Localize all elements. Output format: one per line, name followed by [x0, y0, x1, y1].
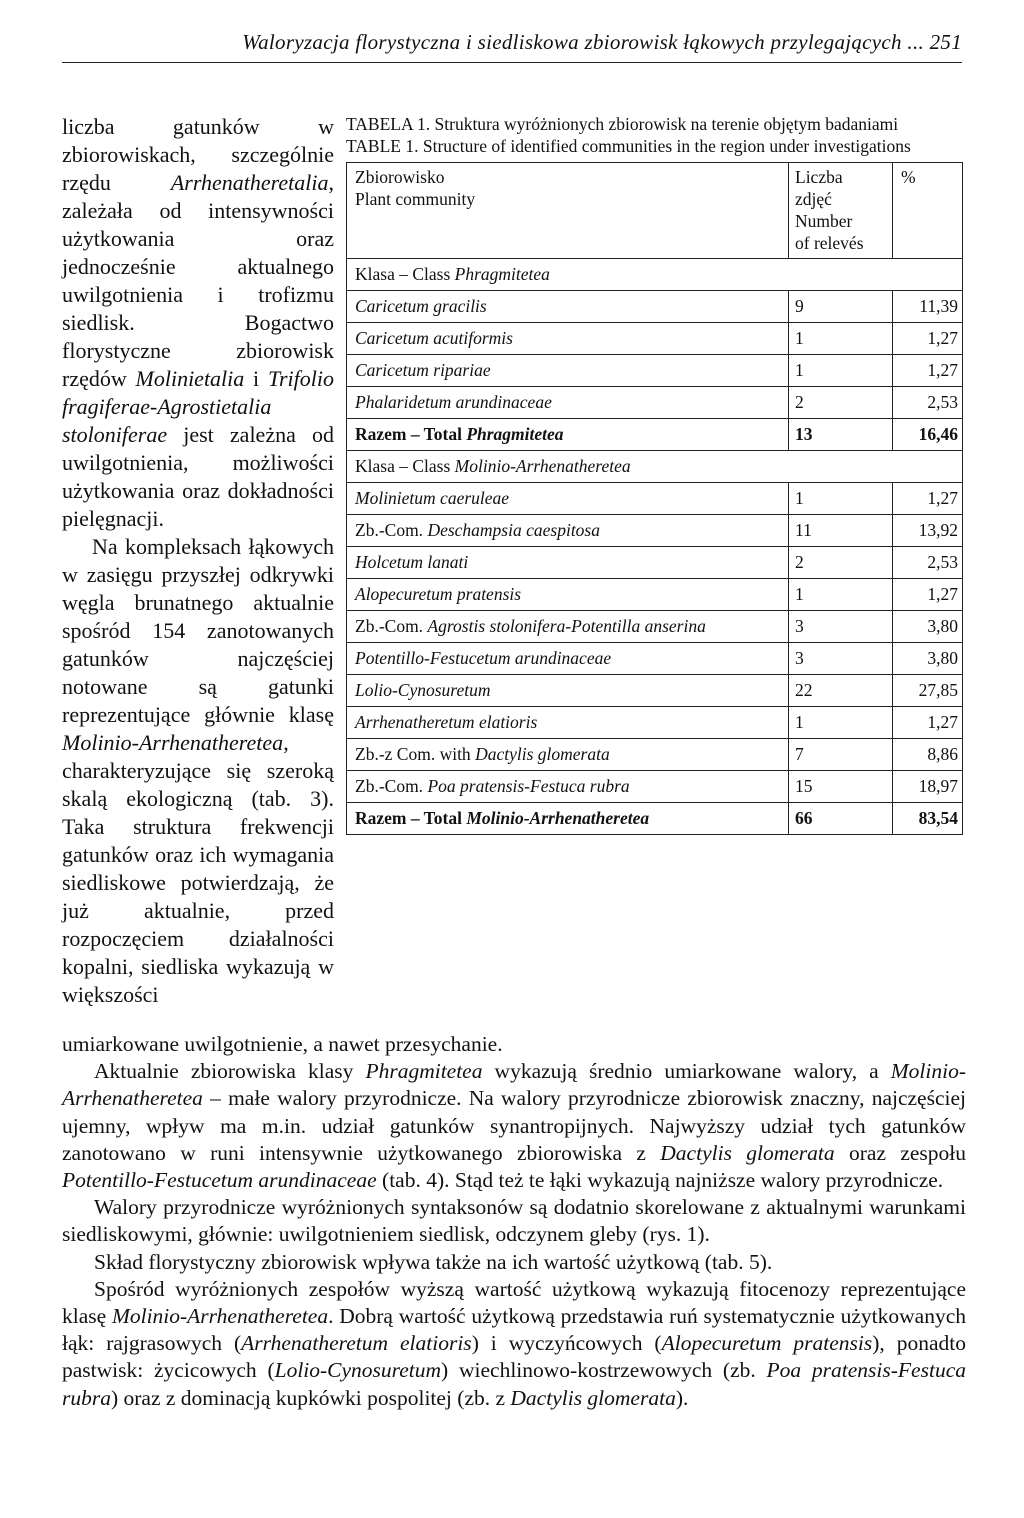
- community-name: Deschampsia caespitosa: [427, 520, 600, 540]
- community-row: [347, 483, 963, 515]
- percent-cell: 27,85: [893, 675, 963, 707]
- community-row: [347, 707, 963, 739]
- community-cell: [347, 643, 789, 675]
- class-row: [347, 259, 963, 291]
- percent-cell: 2,53: [893, 387, 963, 419]
- community-row: [347, 643, 963, 675]
- community-cell: [347, 515, 789, 547]
- community-cell: [347, 291, 789, 323]
- taxon-name: Molinietalia: [135, 366, 245, 391]
- community-row: [347, 387, 963, 419]
- total-percent-cell: 16,46: [893, 419, 963, 451]
- percent-cell: 8,86: [893, 739, 963, 771]
- community-row: [347, 579, 963, 611]
- table-1-block: [346, 113, 966, 835]
- taxon-name: Dactylis glomerata: [660, 1140, 835, 1165]
- taxon-name: Potentillo-Festucetum arundinaceae: [62, 1168, 377, 1193]
- releves-count-cell: 9: [789, 291, 893, 323]
- percent-cell: 11,39: [893, 291, 963, 323]
- community-cell: [347, 739, 789, 771]
- community-prefix: Zb.-Com.: [355, 616, 428, 636]
- community-cell: [347, 579, 789, 611]
- community-name: Caricetum ripariae: [355, 360, 491, 380]
- paragraph: [62, 533, 334, 1009]
- community-name: Lolio-Cynosuretum: [355, 680, 491, 700]
- class-cell: Klasa – Class Phragmitetea: [347, 259, 963, 291]
- community-name: Dactylis glomerata: [475, 744, 610, 764]
- community-row: [347, 739, 963, 771]
- header-rule: [62, 62, 962, 63]
- releves-count-cell: 7: [789, 739, 893, 771]
- header-cell-community: Zbiorowisko Plant community: [347, 163, 789, 259]
- percent-cell: 1,27: [893, 707, 963, 739]
- community-row: [347, 771, 963, 803]
- community-name: Potentillo-Festucetum arundinaceae: [355, 648, 612, 668]
- releves-count-cell: 1: [789, 707, 893, 739]
- community-row: [347, 547, 963, 579]
- taxon-name: Poa pratensis-Festuca rubra: [62, 1358, 966, 1410]
- community-name: Phalaridetum arundinaceae: [355, 392, 552, 412]
- structure-table: [346, 162, 963, 835]
- taxon-name: Trifolio fragiferae-Agrostietalia stoloniferae: [62, 366, 334, 447]
- table-header-row: [347, 163, 963, 259]
- community-prefix: Zb.-Com.: [355, 776, 428, 796]
- total-label-cell: Razem – Total Molinio-Arrhenatheretea: [347, 803, 789, 835]
- full-width-text: [62, 1031, 966, 1412]
- releves-count-cell: 2: [789, 387, 893, 419]
- community-cell: [347, 483, 789, 515]
- text-run: Na kompleksach łąkowych w zasięgu przyszłej odkrywki węgla brunatnego aktualnie spośród 154 zanotowanych gatunków najczęściej notowane są gatunki reprezentujące głównie klasę: [62, 534, 334, 727]
- taxon-name: Molinio-Arrhenatheretea: [111, 1304, 329, 1329]
- community-row: [347, 323, 963, 355]
- paragraph: Aktualnie zbiorowiska klasy Phragmitetea wykazują średnio umiarkowane walory, a Molinio-Arrhenatheretea – małe walory przyrodnicze. Na walory przyrodnicze zbiorowisk znaczny, najczęściej ujemny, wpływ ma m.in. udział gatunków synantropijnych. Najwyższy udział tych gatunków zanotowano w runi intensywnie użytkowanego zbiorowiska z Dactylis glomerata oraz zespołu Potentillo-Festucetum arundinaceae (tab. 4). Stąd też te łąki wykazują najniższe walory przyrodnicze.: [62, 1059, 966, 1193]
- paragraph: Skład florystyczny zbiorowisk wpływa także na ich wartość użytkową (tab. 5).: [94, 1249, 773, 1274]
- text-run: jest zależna od uwilgotnienia, możliwości użytkowania oraz dokładności pielęgnacji.: [62, 422, 334, 531]
- taxon-name: Alopecuretum pratensis: [661, 1331, 873, 1356]
- community-row: [347, 675, 963, 707]
- community-cell: [347, 387, 789, 419]
- paragraph: Spośród wyróżnionych zespołów wyższą wartość użytkową wykazują fitocenozy reprezentujące klasę Molinio-Arrhenatheretea. Dobrą wartość użytkową przedstawia ruń systematycznie użytkowanych łąk: rajgrasowych (Arrhenatheretum elatioris) i wyczyńcowych (Alopecuretum pratensis), ponadto pastwisk: życicowych (Lolio-Cynosuretum) wiechlinowo-kostrzewowych (zb. Poa pratensis-Festuca rubra) oraz z dominacją kupkówki pospolitej (zb. z Dactylis glomerata).: [62, 1276, 966, 1410]
- community-name: Arrhenatheretum elatioris: [355, 712, 538, 732]
- taxon-name: Dactylis glomerata: [510, 1385, 676, 1410]
- community-cell: [347, 707, 789, 739]
- community-cell: [347, 355, 789, 387]
- community-name: Molinietum caeruleae: [355, 488, 510, 508]
- community-row: [347, 611, 963, 643]
- text-run: i: [244, 366, 268, 391]
- releves-count-cell: 1: [789, 323, 893, 355]
- percent-cell: 1,27: [893, 483, 963, 515]
- releves-count-cell: 2: [789, 547, 893, 579]
- releves-count-cell: 1: [789, 579, 893, 611]
- paragraph: Walory przyrodnicze wyróżnionych syntaksonów są dodatnio skorelowane z aktualnymi warunkami siedliskowymi, głównie: uwilgotnieniem siedlisk, odczynem gleby (rys. 1).: [62, 1195, 966, 1247]
- community-name: Caricetum acutiformis: [355, 328, 513, 348]
- text-run: , zależała od intensywności użytkowania oraz jednocześnie aktualnego uwilgotnienia i trofizmu siedlisk. Bogactwo florystyczne zbiorowisk rzędów: [62, 170, 334, 391]
- percent-cell: 13,92: [893, 515, 963, 547]
- total-label-cell: Razem – Total Phragmitetea: [347, 419, 789, 451]
- percent-cell: 1,27: [893, 579, 963, 611]
- running-head: Waloryzacja florystyczna i siedliskowa zbiorowisk łąkowych przylegających ... 251: [242, 30, 962, 54]
- community-prefix: Zb.-z Com. with: [355, 744, 476, 764]
- releves-count-cell: 15: [789, 771, 893, 803]
- community-cell: [347, 547, 789, 579]
- text-run: , charakteryzujące się szeroką skalą ekologiczną (tab. 3). Taka struktura frekwencji gatunków oraz ich wymagania siedliskowe potwierdzają, że już aktualnie, przed rozpoczęciem działalności kopalni, siedliska wykazują w większości: [62, 730, 334, 1007]
- taxon-name: Arrhenatheretalia: [170, 170, 329, 195]
- taxon-name: Arrhenatheretum elatioris: [241, 1331, 472, 1356]
- taxon-name: Phragmitetea: [365, 1059, 483, 1084]
- percent-cell: 1,27: [893, 323, 963, 355]
- left-text-column: [62, 113, 334, 1009]
- community-name: Caricetum gracilis: [355, 296, 487, 316]
- total-row: [347, 803, 963, 835]
- community-name: Holcetum lanati: [355, 552, 469, 572]
- community-prefix: Zb.-Com.: [355, 520, 428, 540]
- community-row: [347, 355, 963, 387]
- paragraph: umiarkowane uwilgotnienie, a nawet przesychanie.: [62, 1032, 503, 1056]
- class-row: [347, 451, 963, 483]
- table-caption-pl: TABELA 1. Struktura wyróżnionych zbiorowisk na terenie objętym badaniami: [346, 114, 899, 134]
- total-count-cell: 66: [789, 803, 893, 835]
- paragraph: [62, 113, 334, 533]
- community-cell: [347, 323, 789, 355]
- taxon-name: Molinio-Arrhenatheretea: [62, 1059, 966, 1111]
- releves-count-cell: 1: [789, 355, 893, 387]
- releves-count-cell: 3: [789, 611, 893, 643]
- community-cell: [347, 675, 789, 707]
- header-cell-percent: %: [893, 163, 963, 259]
- total-row: [347, 419, 963, 451]
- percent-cell: 3,80: [893, 611, 963, 643]
- releves-count-cell: 3: [789, 643, 893, 675]
- percent-cell: 1,27: [893, 355, 963, 387]
- percent-cell: 3,80: [893, 643, 963, 675]
- community-row: [347, 515, 963, 547]
- class-cell: Klasa – Class Molinio-Arrhenatheretea: [347, 451, 963, 483]
- community-name: Agrostis stolonifera-Potentilla anserina: [427, 616, 706, 636]
- taxon-name: Molinio-Arrhenatheretea: [62, 730, 284, 755]
- releves-count-cell: 11: [789, 515, 893, 547]
- table-caption-en: TABLE 1. Structure of identified communities in the region under investigations: [346, 136, 911, 156]
- percent-cell: 18,97: [893, 771, 963, 803]
- total-percent-cell: 83,54: [893, 803, 963, 835]
- community-cell: [347, 771, 789, 803]
- community-name: Alopecuretum pratensis: [355, 584, 522, 604]
- text-run: liczba gatunków w zbiorowiskach, szczególnie rzędu: [62, 114, 334, 195]
- releves-count-cell: 22: [789, 675, 893, 707]
- taxon-name: Lolio-Cynosuretum: [274, 1358, 442, 1383]
- releves-count-cell: 1: [789, 483, 893, 515]
- header-cell-count: Liczba zdjęć Number of relevés: [789, 163, 893, 259]
- community-row: [347, 291, 963, 323]
- total-count-cell: 13: [789, 419, 893, 451]
- percent-cell: 2,53: [893, 547, 963, 579]
- community-cell: [347, 611, 789, 643]
- community-name: Poa pratensis-Festuca rubra: [427, 776, 630, 796]
